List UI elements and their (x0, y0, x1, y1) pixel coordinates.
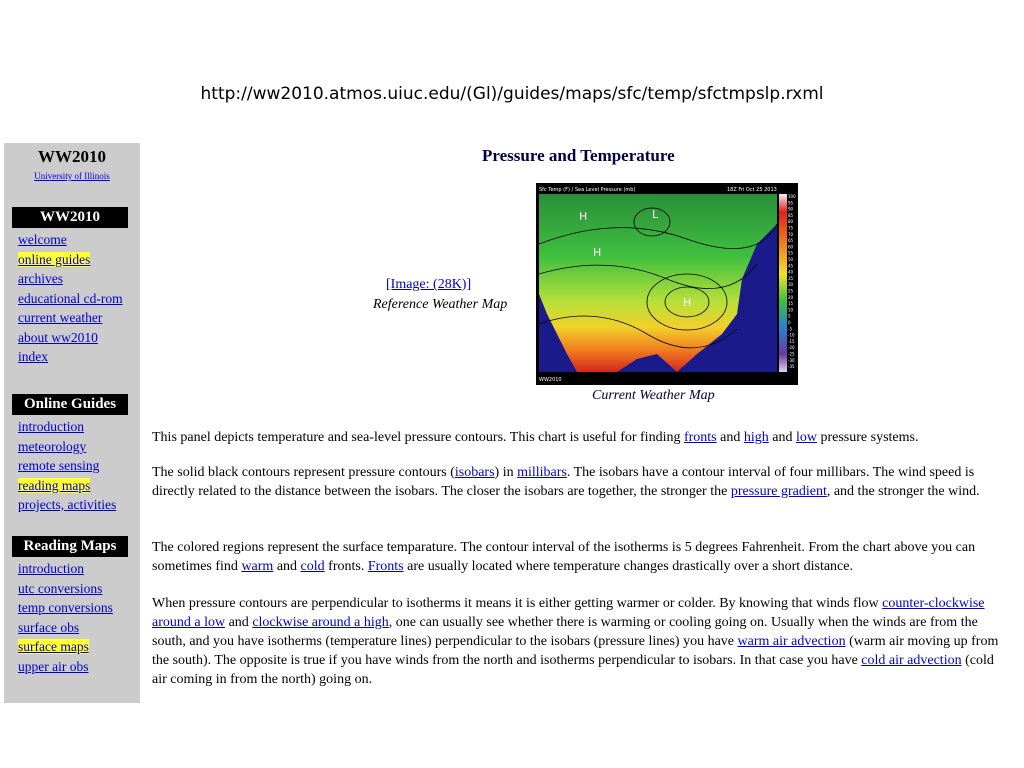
sidebar-link-online-guides[interactable]: online guides (18, 251, 91, 267)
legend-tick: 90 (788, 206, 794, 212)
sidebar-subtitle (4, 171, 140, 181)
paragraph-text: . The isobars have a contour interval of four millibars. The wind speed is directly related to the distance between the isobars. The closer the isobars are together, the stronger the (152, 465, 975, 499)
legend-tick: -30 (788, 357, 795, 363)
sidebar-link-about-ww2010[interactable]: about ww2010 (18, 329, 98, 345)
paragraph-text: fronts. (324, 559, 368, 574)
legend-tick: 50 (788, 257, 794, 262)
sidebar-link-introduction[interactable]: introduction (18, 419, 84, 434)
paragraph-text: This panel depicts temperature and sea-level pressure contours. This chart is useful for finding (152, 430, 684, 445)
legend-tick: 70 (788, 231, 794, 237)
sidebar-link-welcome[interactable]: welcome (18, 232, 67, 247)
legend-tick: 0 (788, 320, 791, 325)
paragraph-text: and (225, 615, 253, 630)
glossary-link[interactable]: low (795, 430, 817, 445)
legend-tick: 65 (788, 238, 794, 244)
university-link[interactable]: University of Illinois (34, 171, 110, 181)
sidebar-link-utc-conversions[interactable]: utc conversions (18, 580, 103, 596)
sidebar-section (4, 536, 140, 676)
legend-tick: 100 (788, 194, 796, 199)
paragraph (152, 538, 1012, 576)
sidebar-link-educational-cd-rom[interactable]: educational cd-rom (18, 290, 123, 306)
legend-tick: 20 (788, 294, 794, 300)
sidebar-menu (18, 417, 140, 515)
sidebar-item (18, 579, 140, 599)
sidebar-section (4, 207, 140, 367)
glossary-link[interactable]: clockwise around a high (252, 615, 389, 630)
sidebar-item (18, 328, 140, 348)
paragraph-text: and (273, 559, 301, 574)
sidebar-link-upper-air-obs[interactable]: upper air obs (18, 658, 89, 674)
browser-screenshot (0, 139, 1024, 707)
glossary-link[interactable]: isobars (454, 465, 495, 480)
paragraph-text: (warm air moving up from the south). The opposite is true if you have winds from the north and isotherms perpendicular to isobars. In that case you have (152, 634, 999, 668)
glossary-link[interactable]: warm (241, 559, 274, 574)
glossary-link[interactable]: high (743, 430, 769, 445)
legend-tick: 75 (788, 225, 794, 231)
paragraph-text: (cold air coming in from the north) going on. (152, 653, 994, 687)
slide-url-caption: http://ww2010.atmos.uiuc.edu/(Gl)/guides/maps/sfc/temp/sfctmpslp.rxml (200, 84, 824, 104)
sidebar-link-introduction[interactable]: introduction (18, 561, 84, 576)
reference-map-caption: Reference Weather Map (373, 297, 508, 312)
image-link[interactable]: [Image: (28K)] (386, 277, 472, 292)
sidebar-item (18, 476, 140, 496)
legend-tick: 15 (788, 301, 794, 307)
sidebar-item (18, 289, 140, 309)
glossary-link[interactable]: Fronts (367, 559, 404, 574)
sidebar-item (18, 437, 140, 457)
legend-tick: 80 (788, 219, 794, 225)
page-title: Pressure and Temperature (482, 146, 675, 165)
legend-tick: -10 (788, 332, 795, 338)
glossary-link[interactable]: counter-clockwise around a low (152, 596, 985, 630)
glossary-link[interactable]: cold air advection (861, 653, 962, 668)
legend-tick: -15 (788, 338, 795, 344)
legend-tick: -35 (788, 364, 795, 370)
legend-tick: 30 (788, 282, 794, 288)
legend-tick: 40 (788, 269, 794, 275)
sidebar-item (18, 269, 140, 289)
sidebar-item (18, 495, 140, 515)
glossary-link[interactable]: pressure gradient (730, 484, 827, 499)
glossary-link[interactable]: fronts (683, 430, 717, 445)
legend-tick: 25 (788, 288, 794, 294)
sidebar-item (18, 250, 140, 270)
glossary-link[interactable]: cold (300, 559, 325, 574)
glossary-link[interactable]: warm air advection (737, 634, 846, 649)
legend-tick: 45 (788, 263, 794, 269)
sidebar-link-surface-maps[interactable]: surface maps (18, 639, 89, 654)
sidebar-link-reading-maps[interactable]: reading maps (18, 477, 91, 493)
paragraph (152, 594, 1012, 689)
sidebar-link-current-weather[interactable]: current weather (18, 310, 103, 325)
sidebar-link-temp-conversions[interactable]: temp conversions (18, 600, 113, 615)
glossary-link[interactable]: millibars (517, 465, 567, 480)
paragraph (152, 428, 1012, 447)
sidebar-item (18, 230, 140, 250)
paragraph-text: ) in (494, 465, 518, 480)
paragraph-text: and (716, 430, 744, 445)
sidebar-item (18, 456, 140, 476)
map-label-h1: H (579, 210, 588, 223)
legend-tick: -25 (788, 351, 795, 357)
sidebar-item (18, 559, 140, 579)
legend-tick: -5 (788, 326, 792, 332)
map-label-h2: H (593, 246, 602, 259)
paragraph-text: The colored regions represent the surface temparature. The contour interval of the isotherms is 5 degrees Fahrenheit. From the chart above you can sometimes find (152, 540, 976, 574)
sidebar (4, 143, 140, 703)
sidebar-title: WW2010 (38, 147, 106, 166)
map-label-l: L (652, 208, 659, 221)
sidebar-item (18, 417, 140, 437)
paragraph-text: , and the stronger the wind. (826, 484, 980, 499)
paragraph-text: The solid black contours represent pressure contours ( (152, 465, 455, 480)
sidebar-link-projects-activities[interactable]: projects, activities (18, 497, 117, 512)
paragraph (152, 463, 1012, 501)
sidebar-item (18, 637, 140, 657)
legend-tick: 60 (788, 244, 794, 250)
sidebar-item (18, 347, 140, 367)
paragraph-text: When pressure contours are perpendicular to isotherms it means it is either getting warmer or colder. By knowing that winds flow (152, 596, 883, 611)
sidebar-section-heading: WW2010 (12, 207, 128, 228)
sidebar-link-index[interactable]: index (18, 349, 48, 364)
legend-tick: 85 (788, 212, 794, 218)
map-label-h3: H (683, 296, 692, 309)
paragraph-text: , one can usually see whether there is warming or cooling going on. Usually when the winds are from the south, and you have isotherms (temperature lines) perpendicular to the isobars (pressure lines) you have (152, 615, 978, 649)
legend-tick: 55 (788, 250, 794, 256)
legend-tick: 35 (788, 275, 794, 281)
map-header-left: Sfc Temp (F) / Sea Level Pressure (mb) (539, 187, 636, 193)
legend-tick: 5 (788, 313, 791, 319)
sidebar-link-surface-obs[interactable]: surface obs (18, 619, 80, 635)
sidebar-item (18, 308, 140, 328)
sidebar-menu (18, 230, 140, 367)
sidebar-menu (18, 559, 140, 676)
sidebar-section-heading: Online Guides (12, 394, 128, 415)
map-header-right: 18Z Fri Oct 25 2013 (727, 187, 777, 193)
sidebar-link-archives[interactable]: archives (18, 271, 63, 286)
current-map-caption: Current Weather Map (592, 388, 715, 403)
paragraph-text: pressure systems. (816, 430, 919, 445)
sidebar-item (18, 618, 140, 638)
sidebar-link-remote-sensing[interactable]: remote sensing (18, 458, 100, 473)
legend-tick: 10 (788, 307, 794, 313)
legend-tick: 95 (788, 200, 794, 206)
sidebar-section (4, 394, 140, 515)
sidebar-item (18, 598, 140, 618)
sidebar-section-heading: Reading Maps (12, 536, 128, 557)
weather-map-image[interactable] (536, 183, 798, 385)
legend-tick: -20 (788, 345, 795, 351)
paragraph-text: and (768, 430, 796, 445)
sidebar-item (18, 657, 140, 677)
sidebar-link-meteorology[interactable]: meteorology (18, 438, 87, 454)
map-footer: WW2010 (539, 377, 562, 383)
paragraph-text: are usually located where temperature changes drastically over a short distance. (403, 559, 853, 574)
